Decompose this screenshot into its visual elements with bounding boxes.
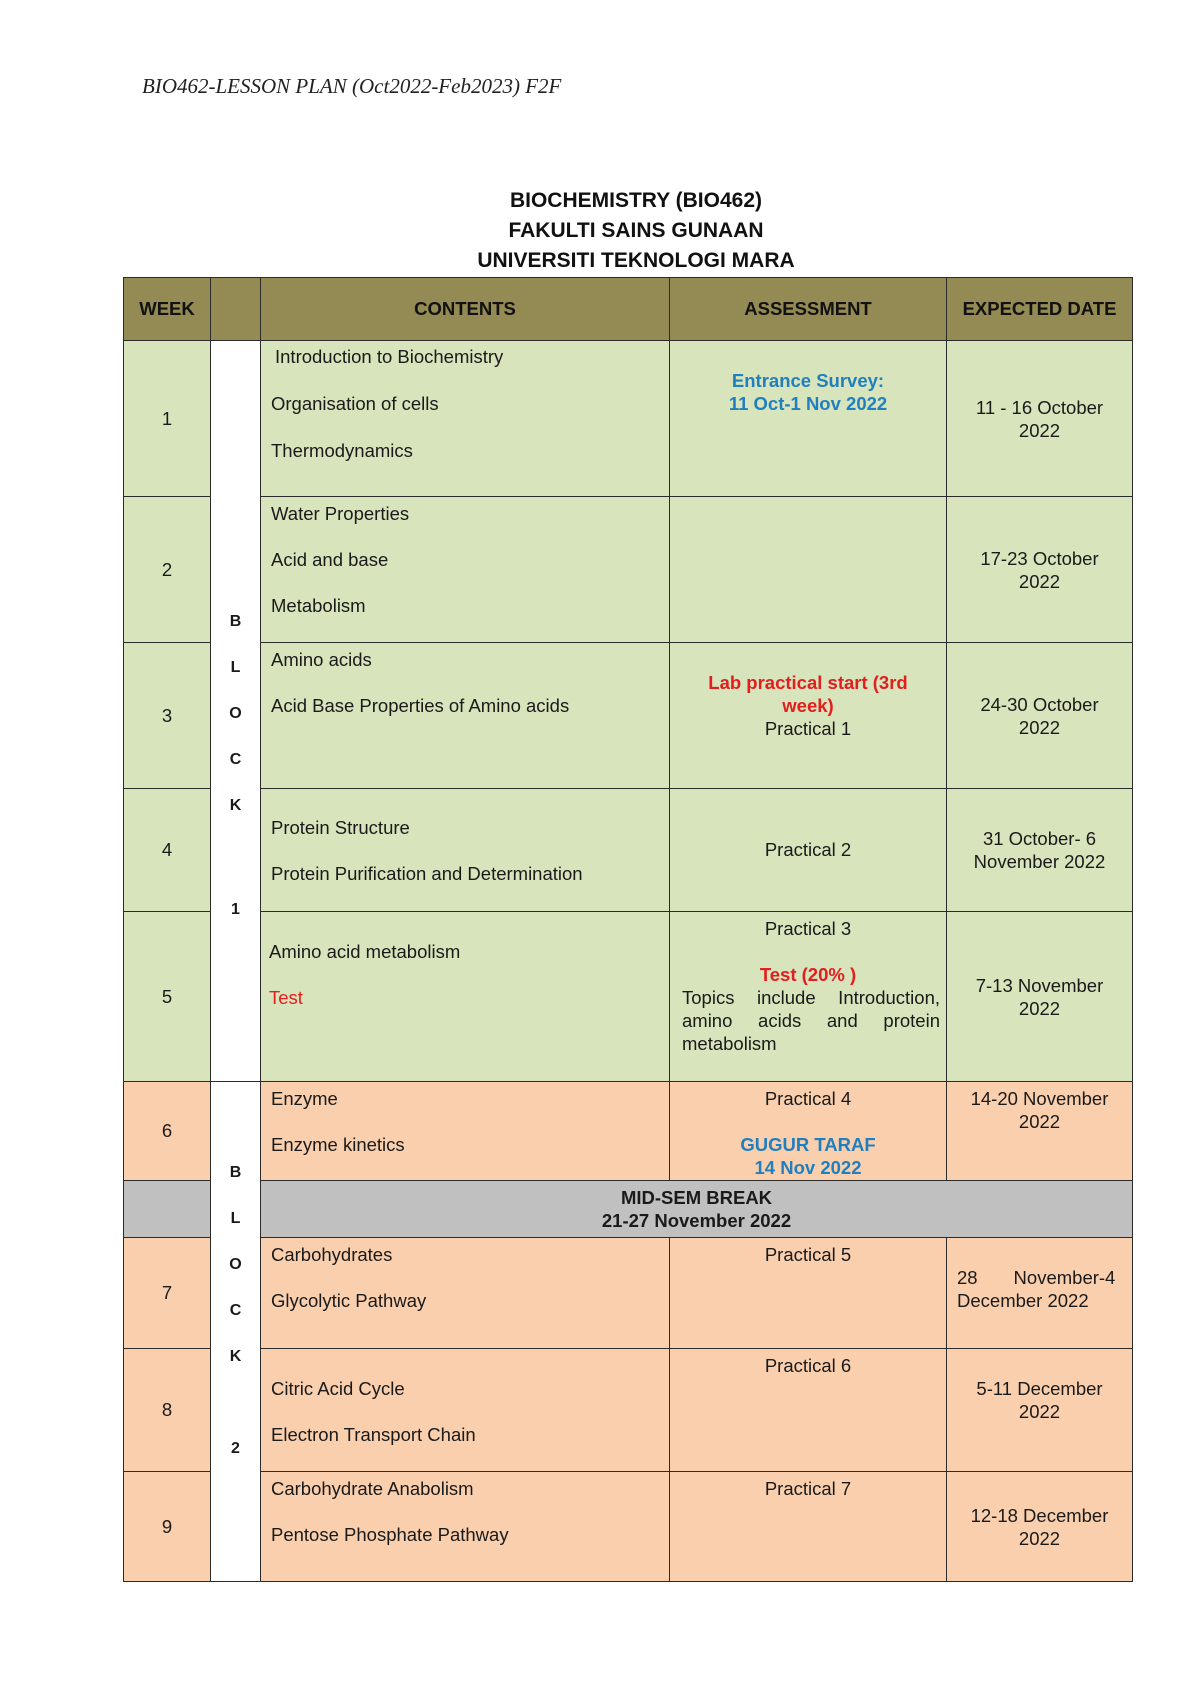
week-number: 5	[124, 912, 211, 1082]
header-week: WEEK	[124, 278, 211, 341]
date-cell: 12-18 December 2022	[947, 1472, 1133, 1582]
date-cell: 24-30 October 2022	[947, 643, 1133, 789]
contents-cell: Carbohydrates Glycolytic Pathway	[261, 1238, 670, 1349]
midsem-break-label: MID-SEM BREAK 21-27 November 2022	[261, 1181, 1133, 1238]
midsem-break-row	[124, 1181, 1133, 1238]
header-expected-date: EXPECTED DATE	[947, 278, 1133, 341]
table-row	[124, 1472, 1133, 1582]
table-row	[124, 1238, 1133, 1349]
date-cell: 11 - 16 October 2022	[947, 341, 1133, 497]
contents-cell: Citric Acid Cycle Electron Transport Chain	[261, 1349, 670, 1472]
week-number: 2	[124, 497, 211, 643]
table-header-row	[124, 278, 1133, 341]
date-cell: 5-11 December 2022	[947, 1349, 1133, 1472]
week-number: 8	[124, 1349, 211, 1472]
assessment-cell: Practical 7	[670, 1472, 947, 1582]
table-row	[124, 497, 1133, 643]
week-number: 9	[124, 1472, 211, 1582]
table-row	[124, 643, 1133, 789]
week-number: 4	[124, 789, 211, 912]
running-head: BIO462-LESSON PLAN (Oct2022-Feb2023) F2F	[142, 74, 562, 98]
week-number: 7	[124, 1238, 211, 1349]
title-university: UNIVERSITI TEKNOLOGI MARA	[477, 249, 795, 272]
assessment-cell: Entrance Survey: 11 Oct-1 Nov 2022	[670, 341, 947, 497]
block-2-label: B L O C K 2	[229, 1164, 242, 1457]
table-row	[124, 912, 1133, 1082]
week-number: 1	[124, 341, 211, 497]
header-block	[211, 278, 261, 341]
assessment-cell: Practical 3 Test (20% ) Topics include Introduction, amino acids and protein metabolism	[670, 912, 947, 1082]
date-cell: 17-23 October 2022	[947, 497, 1133, 643]
title-faculty: FAKULTI SAINS GUNAAN	[508, 219, 764, 242]
week-number: 3	[124, 643, 211, 789]
assessment-cell: Practical 6	[670, 1349, 947, 1472]
midsem-week-cell	[124, 1181, 211, 1238]
block-1-label: B L O C K 1	[229, 613, 242, 918]
date-cell: 28 November-4 December 2022	[947, 1238, 1133, 1349]
date-cell: 7-13 November 2022	[947, 912, 1133, 1082]
week-number: 6	[124, 1082, 211, 1181]
title-course: BIOCHEMISTRY (BIO462)	[509, 189, 763, 212]
assessment-cell: Practical 5	[670, 1238, 947, 1349]
assessment-cell: Lab practical start (3rd week) Practical 1	[670, 643, 947, 789]
contents-cell: Water Properties Acid and base Metabolism	[261, 497, 670, 643]
assessment-cell	[670, 497, 947, 643]
date-cell: 31 October- 6 November 2022	[947, 789, 1133, 912]
table-row	[124, 789, 1133, 912]
assessment-cell: Practical 4 GUGUR TARAF 14 Nov 2022	[670, 1082, 947, 1181]
assessment-cell: Practical 2	[670, 789, 947, 912]
lesson-plan-table	[123, 277, 1133, 1582]
table-row	[124, 1349, 1133, 1472]
header-contents: CONTENTS	[261, 278, 670, 341]
date-cell: 14-20 November 2022	[947, 1082, 1133, 1181]
contents-cell: Carbohydrate Anabolism Pentose Phosphate Pathway	[261, 1472, 670, 1582]
contents-cell: Amino acid metabolism Test	[261, 912, 670, 1082]
block-2-cell	[211, 1082, 261, 1582]
block-1-cell	[211, 341, 261, 1082]
table-row	[124, 341, 1133, 497]
document-title	[0, 186, 1200, 276]
contents-cell: Enzyme Enzyme kinetics	[261, 1082, 670, 1181]
contents-cell: Amino acids Acid Base Properties of Amino acids	[261, 643, 670, 789]
contents-cell: Introduction to Biochemistry Organisation of cells Thermodynamics	[261, 341, 670, 497]
table-row	[124, 1082, 1133, 1181]
contents-cell: Protein Structure Protein Purification and Determination	[261, 789, 670, 912]
header-assessment: ASSESSMENT	[670, 278, 947, 341]
